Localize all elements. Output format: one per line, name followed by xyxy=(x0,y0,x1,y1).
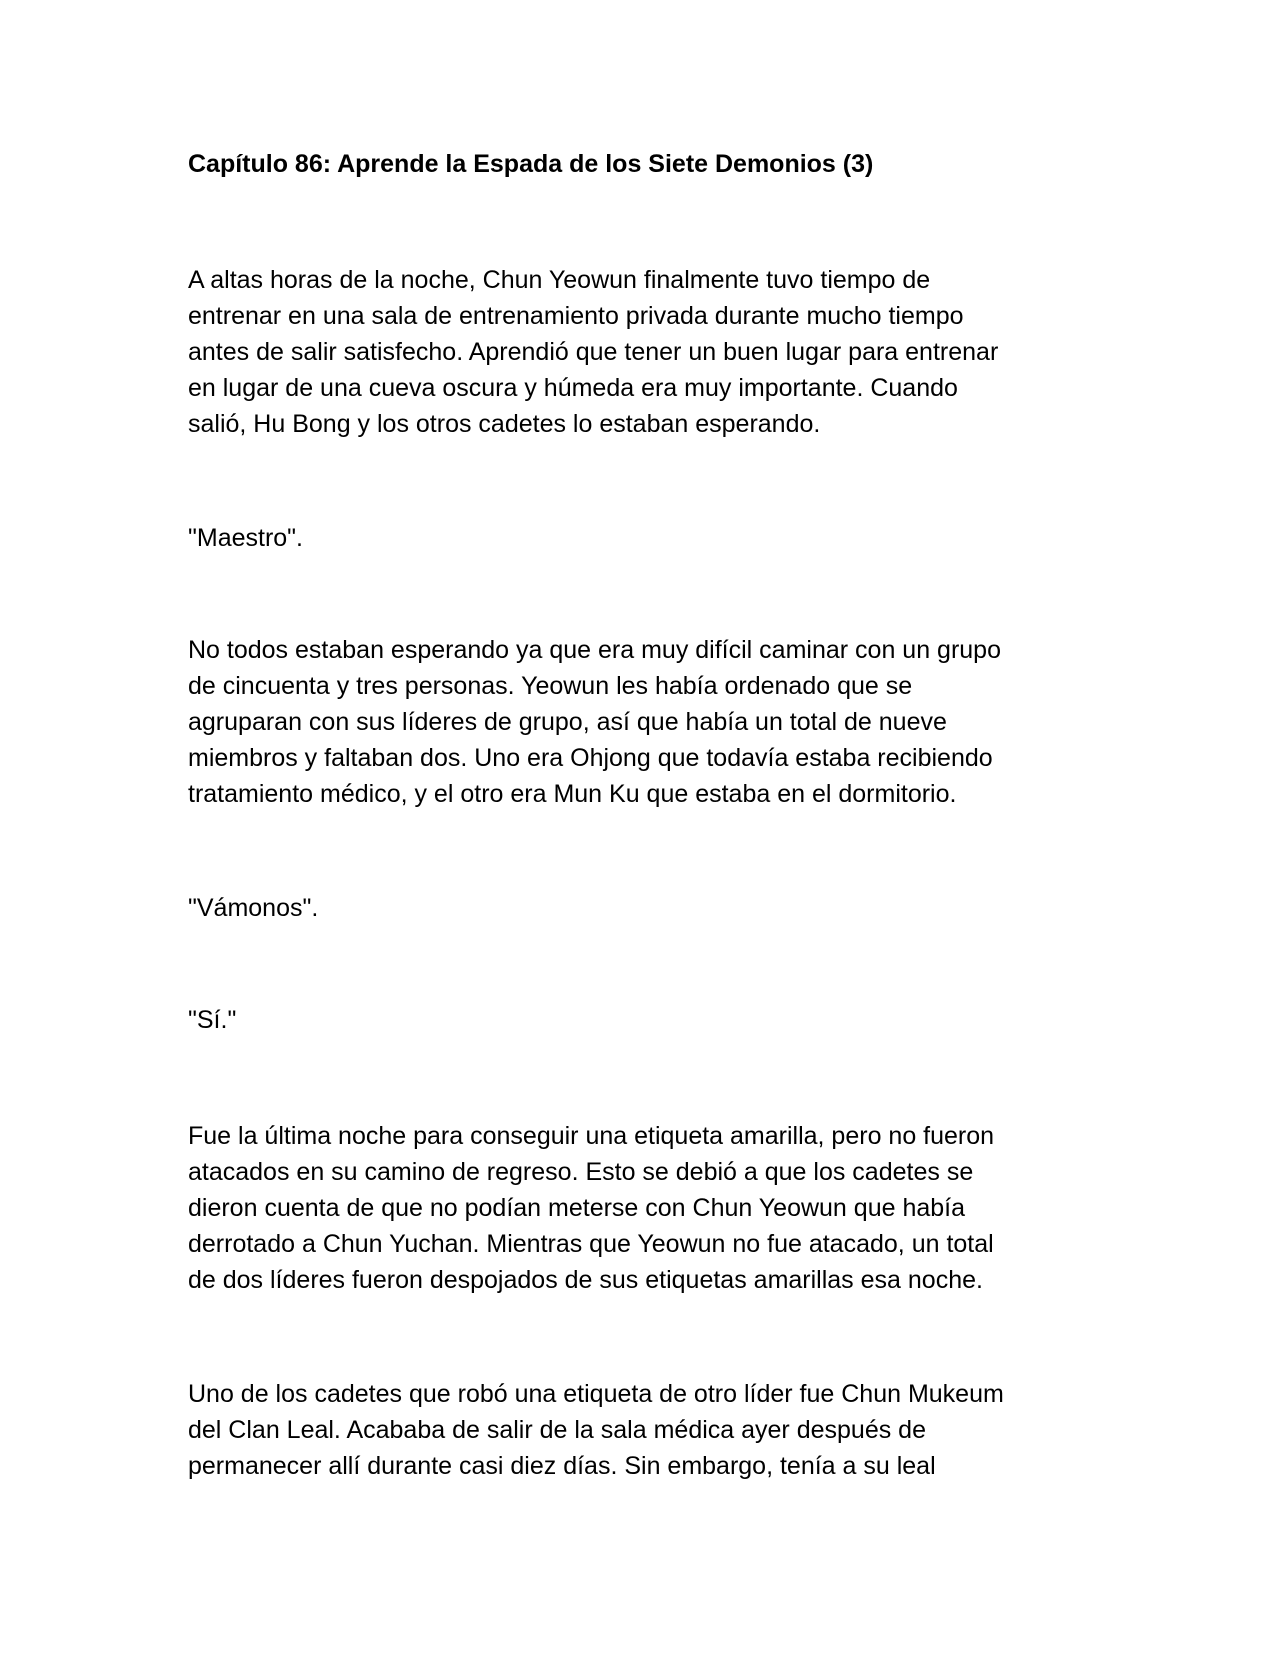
paragraph-3 xyxy=(188,632,1001,812)
document-body xyxy=(188,146,1088,1480)
text-line: salió, Hu Bong y los otros cadetes lo estaban esperando. xyxy=(188,410,821,438)
text-line: en lugar de una cueva oscura y húmeda era muy importante. Cuando xyxy=(188,374,958,402)
text-line: derrotado a Chun Yuchan. Mientras que Yeowun no fue atacado, un total xyxy=(188,1230,994,1258)
paragraph-6 xyxy=(188,1118,994,1298)
text-line: atacados en su camino de regreso. Esto se debió a que los cadetes se xyxy=(188,1158,974,1186)
text-line: No todos estaban esperando ya que era muy difícil caminar con un grupo xyxy=(188,636,1001,664)
paragraph-4 xyxy=(188,890,318,926)
paragraph-5 xyxy=(188,1002,236,1038)
text-line: Uno de los cadetes que robó una etiqueta de otro líder fue Chun Mukeum xyxy=(188,1380,1004,1408)
text-line: "Maestro". xyxy=(188,524,304,552)
paragraph-7 xyxy=(188,1376,1004,1484)
text-line: de dos líderes fueron despojados de sus etiquetas amarillas esa noche. xyxy=(188,1266,983,1294)
text-line: Fue la última noche para conseguir una etiqueta amarilla, pero no fueron xyxy=(188,1122,995,1150)
paragraph-1 xyxy=(188,262,998,442)
text-line: miembros y faltaban dos. Uno era Ohjong que todavía estaba recibiendo xyxy=(188,744,993,772)
paragraph-2 xyxy=(188,520,303,556)
text-line: dieron cuenta de que no podían meterse con Chun Yeowun que había xyxy=(188,1194,966,1222)
text-line: tratamiento médico, y el otro era Mun Ku que estaba en el dormitorio. xyxy=(188,780,957,808)
text-line: del Clan Leal. Acababa de salir de la sala médica ayer después de xyxy=(188,1416,926,1444)
text-line: A altas horas de la noche, Chun Yeowun finalmente tuvo tiempo de xyxy=(188,266,931,294)
text-line: permanecer allí durante casi diez días. Sin embargo, tenía a su leal xyxy=(188,1452,936,1480)
text-line: agruparan con sus líderes de grupo, así que había un total de nueve xyxy=(188,708,947,736)
text-line: "Vámonos". xyxy=(188,894,319,922)
text-line: de cincuenta y tres personas. Yeowun les había ordenado que se xyxy=(188,672,913,700)
text-line: entrenar en una sala de entrenamiento privada durante mucho tiempo xyxy=(188,302,964,330)
text-line: antes de salir satisfecho. Aprendió que tener un buen lugar para entrenar xyxy=(188,338,999,366)
chapter-title: Capítulo 86: Aprende la Espada de los Siete Demonios (3) xyxy=(188,150,874,178)
text-line: "Sí." xyxy=(188,1006,237,1034)
